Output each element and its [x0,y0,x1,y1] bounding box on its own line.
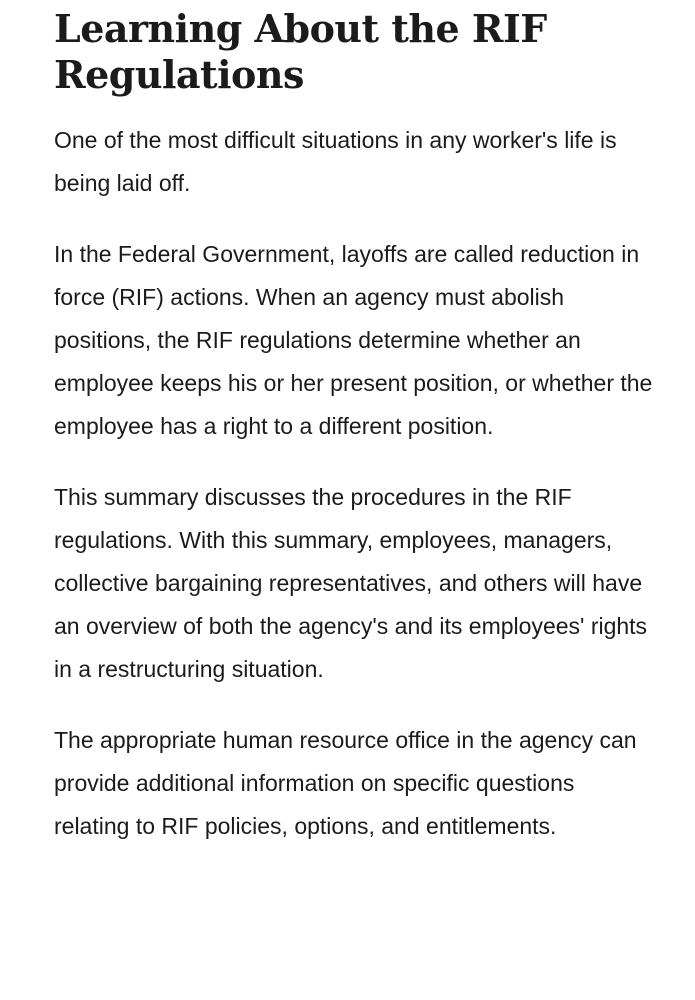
paragraph-hr-office: The appropriate human resource office in the agency can provide additional information on specific questions relating to RIF policies, options, and entitlements. [54,727,637,839]
page-title: Learning About the RIF Regulations [54,6,547,97]
paragraph-rif-definition: In the Federal Government, layoffs are called reduction in force (RIF) actions. When an agency must abolish positions, the RIF regulations determine whether an employee keeps his or her present position, or whether the employee has a right to a different position. [54,241,653,439]
article-content [54,6,654,876]
paragraph-summary-purpose: This summary discusses the procedures in the RIF regulations. With this summary, employees, managers, collective bargaining representatives, and others will have an overview of both the agency's and its employees' rights in a restructuring situation. [54,484,648,682]
paragraph-intro: One of the most difficult situations in any worker's life is being laid off. [54,127,617,196]
